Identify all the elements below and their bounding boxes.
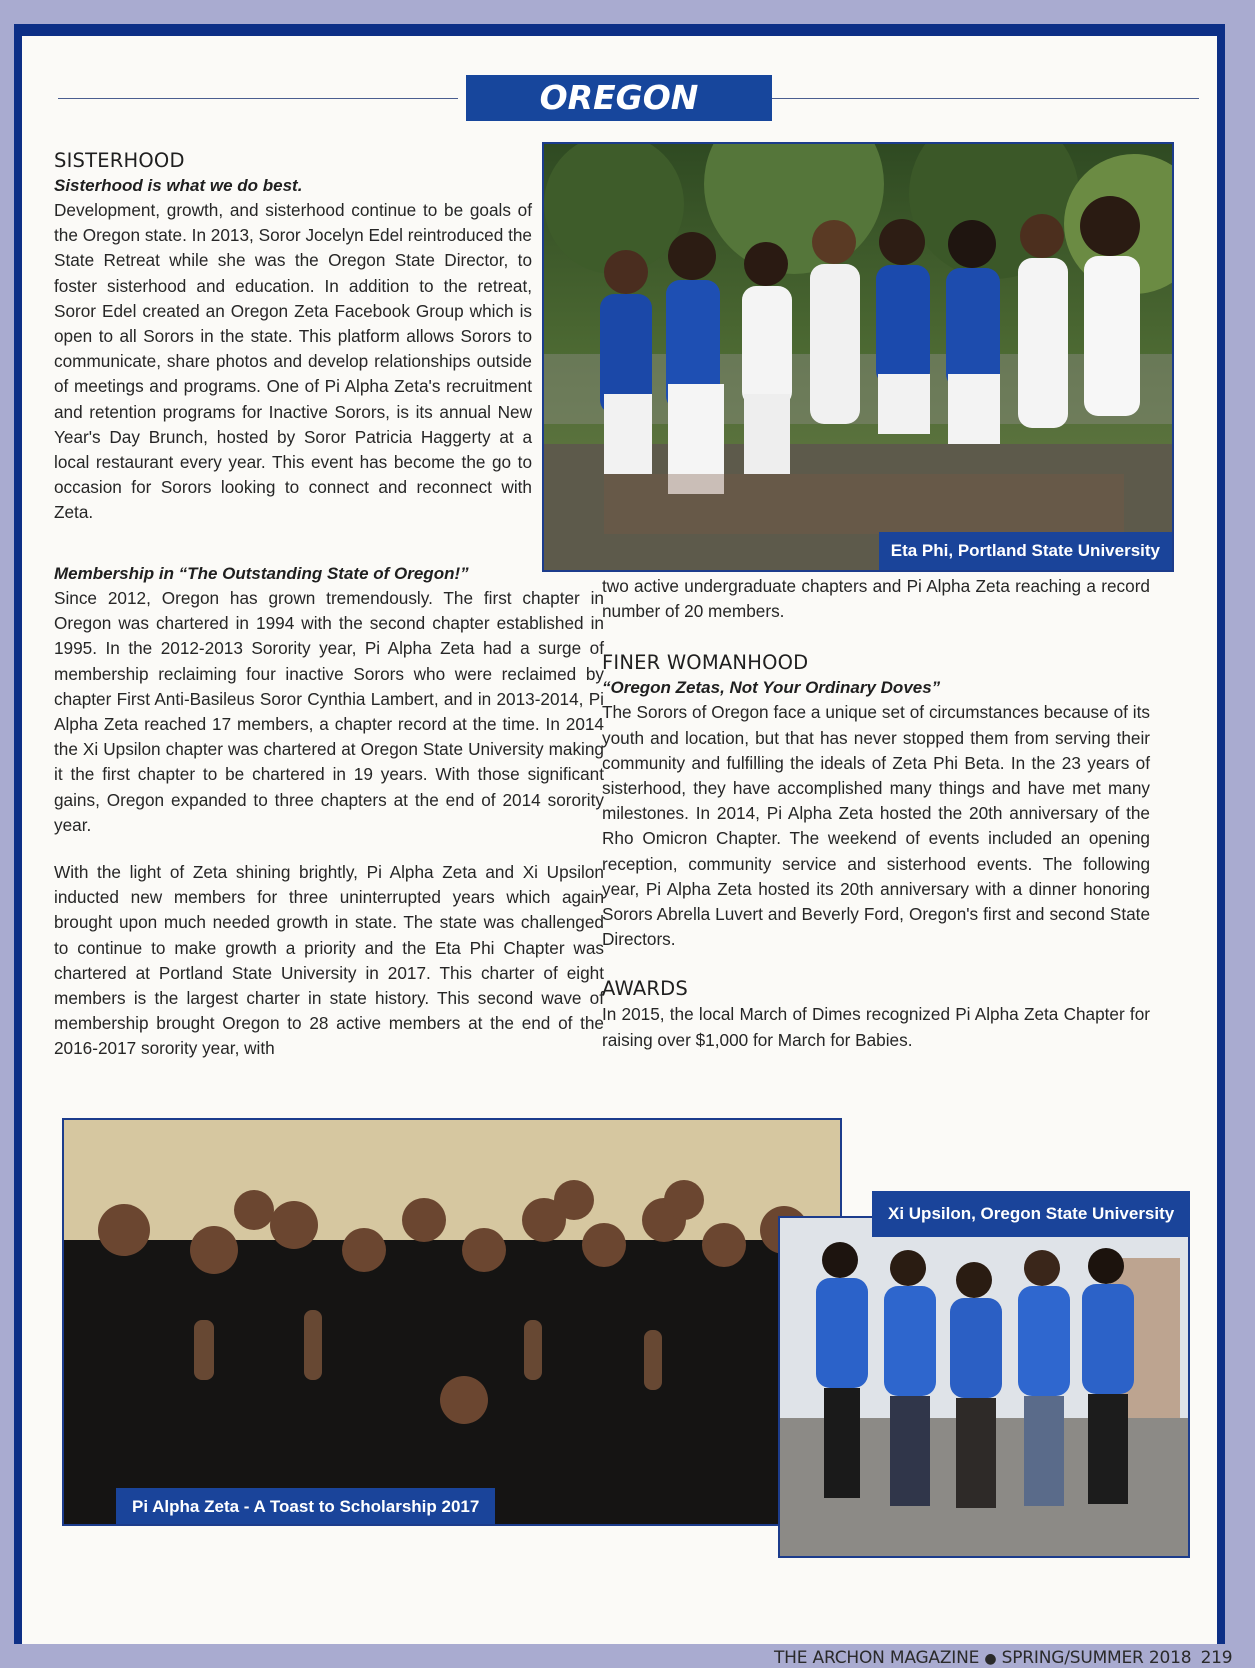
awards-body: In 2015, the local March of Dimes recognized Pi Alpha Zeta Chapter for raising over $1,000 for March for Babies. (602, 1004, 1150, 1050)
page-footer (774, 1648, 1232, 1668)
membership-subheading: Membership in “The Outstanding State of Oregon!” (54, 564, 469, 583)
sisterhood-section (54, 148, 532, 526)
footer-page-number: 219 (1200, 1648, 1233, 1668)
pi-alpha-zeta-caption: Pi Alpha Zeta - A Toast to Scholarship 2017 (116, 1488, 495, 1526)
membership-continuation: two active undergraduate chapters and Pi Alpha Zeta reaching a record number of 20 members. (602, 576, 1150, 622)
sisterhood-heading: SISTERHOOD (54, 149, 185, 172)
sisterhood-body: Development, growth, and sisterhood continue to be goals of the Oregon state. In 2013, Soror Jocelyn Edel reintroduced the State Retreat while she was the Oregon State Director, to foster sisterhood and education. In addition to the retreat, Soror Edel created an Oregon Zeta Facebook Group which is open to all Sorors in the state. This platform allows Sorors to communicate, share photos and develop relationships outside of meetings and programs. One of Pi Alpha Zeta's recruitment and retention programs for Inactive Sorors, is its annual New Year's Day Brunch, hosted by Soror Patricia Haggerty at a local restaurant every year. This event has become the go to occasion for Sorors looking to connect and reconnect with Zeta. (54, 200, 532, 523)
membership-paragraph-2: With the light of Zeta shining brightly, Pi Alpha Zeta and Xi Upsilon inducted new members for three uninterrupted years which again brought upon much needed growth in state. The state was challenged to continue to make growth a priority and the Eta Phi Chapter was chartered at Portland State University in 2017. This charter of eight members is the largest charter in state history. This second wave of membership brought Oregon to 28 active members at the end of the 2016-2017 sorority year, with (54, 862, 604, 1059)
membership-paragraph-1: Since 2012, Oregon has grown tremendously. The first chapter in Oregon was chartered in 1994 with the second chapter established in 1995. In the 2012-2013 Sorority year, Pi Alpha Zeta had a surge of membership reclaiming four inactive Sorors who were reclaimed by chapter First Anti-Basileus Soror Cynthia Lambert, and in 2013-2014, Pi Alpha Zeta reached 17 members, a chapter record at the time. In 2014 the Xi Upsilon chapter was chartered at Oregon State University making it the first chapter to be chartered in 19 years. With those significant gains, Oregon expanded to three chapters at the end of 2014 sorority year. (54, 588, 604, 835)
state-banner: OREGON (466, 75, 772, 121)
footer-issue: SPRING/SUMMER 2018 (1001, 1648, 1192, 1668)
xi-upsilon-photo-image (780, 1218, 1188, 1556)
header-rule-right (767, 98, 1199, 99)
finer-womanhood-subheading: “Oregon Zetas, Not Your Ordinary Doves” (602, 678, 941, 698)
sisterhood-subheading: Sisterhood is what we do best. (54, 176, 303, 195)
membership-section (54, 562, 604, 1062)
pi-alpha-zeta-photo-image (64, 1120, 840, 1524)
eta-phi-caption: Eta Phi, Portland State University (879, 532, 1172, 570)
xi-upsilon-photo (778, 1216, 1190, 1558)
magazine-page-frame (14, 24, 1233, 1668)
xi-upsilon-caption: Xi Upsilon, Oregon State University (872, 1191, 1190, 1237)
footer-bullet: ● (984, 1651, 997, 1667)
footer-magazine: THE ARCHON MAGAZINE (774, 1648, 980, 1668)
header-rule-left (58, 98, 458, 99)
awards-heading: AWARDS (602, 977, 688, 1001)
pi-alpha-zeta-photo (62, 1118, 842, 1526)
eta-phi-photo-image (544, 144, 1172, 570)
right-column (602, 574, 1150, 1053)
eta-phi-photo (542, 142, 1174, 572)
magazine-page (22, 36, 1233, 1668)
finer-womanhood-body: The Sorors of Oregon face a unique set of circumstances because of its youth and location, but that has never stopped them from serving their community and fulfilling the ideals of Zeta Phi Beta. In the 23 years of sisterhood, they have accomplished many things and have met many milestones. In 2014, Pi Alpha Zeta hosted the 20th anniversary of the Rho Omicron Chapter. The weekend of events included an opening reception, community service and sisterhood events. The following year, Pi Alpha Zeta hosted its 20th anniversary with a dinner honoring Sorors Abrella Luvert and Beverly Ford, Oregon's first and second State Directors. (602, 702, 1150, 950)
finer-womanhood-heading: FINER WOMANHOOD (602, 651, 809, 675)
